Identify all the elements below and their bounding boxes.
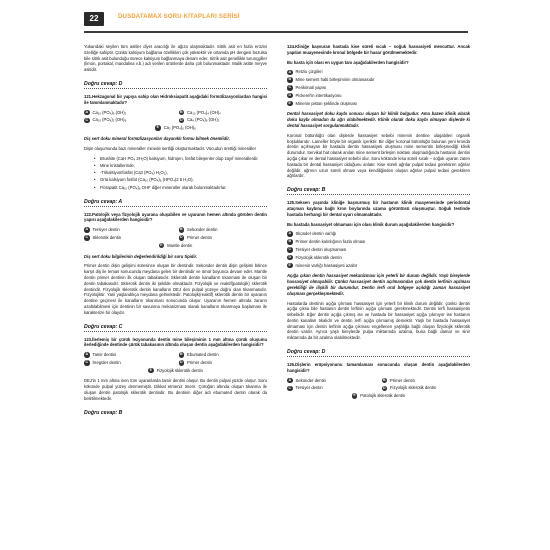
option-text: Tersiyer dentin (295, 385, 323, 391)
option-a[interactable] (84, 110, 173, 116)
option-letter: B (288, 77, 292, 82)
explanation: Hastalarda dentinin açığa çıkması hassasiyet için yeterli bir klinik durum değildir. çünkü dentin açığa çıksa bile hastanın dentin lerfinin açığa çıkması gerekmektedir. Dentin lerfi hassasiyetin sebebidir. Eğer dentin açığa çıkmış ise ve hastada bir hassasiyet açığa çıkmıyor ise hastanın dentin kanalları tıkalıdır ve dentin lerfi açığa çıkmamış demektir. Yaşlı bir hastada hassasiyet olmaması için dentin lerfinin açığa çıkması engellenen yaşlılığa bağlı oluşan fizyolojik sklerotik dentin vardır. Ayrıca yaşlı bireylerde pulpa miktarında azalma, buna bağlı damar ve sinir miktarında da bir azalma olabilmektedir. (287, 300, 470, 341)
option-letter: C (85, 117, 89, 122)
left-column (84, 44, 267, 422)
question-125 (287, 200, 470, 357)
options-list (287, 69, 470, 106)
option-e[interactable] (84, 368, 267, 374)
question-subtitle: Bu hasta için olası en uygun tanı aşağıdakilerden hangisidir? (287, 59, 409, 65)
option-a[interactable] (84, 352, 173, 358)
question-note: Diş sert doku mineral formülizasyonları dayanıklı formu bilmek önemlidir. (84, 135, 230, 141)
right-column (287, 44, 470, 404)
options-grid (287, 378, 470, 399)
option-letter: C (288, 247, 292, 252)
option-letter: A (85, 227, 89, 232)
option-b[interactable] (179, 352, 268, 358)
option-text: Ca₆ (PO₄)₈ (OH)₂ (187, 117, 220, 123)
option-c[interactable] (287, 85, 470, 91)
option-c[interactable] (84, 235, 173, 241)
option-letter: C (85, 360, 89, 365)
option-c[interactable] (287, 385, 376, 391)
option-letter: C (288, 85, 292, 90)
option-text: Primer dentin (187, 234, 212, 240)
option-b[interactable] (179, 110, 268, 116)
option-b[interactable] (179, 227, 268, 233)
answer-line: Doğru cevap: D (84, 77, 267, 89)
option-a[interactable] (84, 227, 173, 233)
option-text: Sklerotik dentin (92, 234, 122, 240)
option-e[interactable] (84, 125, 267, 131)
option-text: Ca₁₀ (PO₄)₆ (OH)₂ (92, 109, 127, 115)
option-text: Ebumated dentin (187, 352, 219, 358)
option-d[interactable] (287, 93, 470, 99)
option-text: Mantle dentin (167, 242, 193, 248)
option-text: Ca₁₀ (PO₄)₄ (OH)₄ (187, 109, 221, 115)
option-letter: D (288, 92, 292, 97)
option-letter: E (149, 367, 153, 372)
option-d[interactable] (382, 385, 471, 391)
option-d[interactable] (179, 235, 268, 241)
mineral-list (94, 156, 267, 191)
question-title: 125.Seksen yaşında kliniğe başvurmuş bir hastanın klinik muayenesinde periodontal ataçman kaybına bağlı kron boylarında uzama görüntüsü oluşmuştur. Soğuk testinde hastada herhangi bir dental uyarı olmamaktadır. (287, 200, 470, 217)
answer-line: Doğru cevap: B (84, 409, 123, 416)
option-text: Sekonder dentin (187, 227, 218, 233)
option-e[interactable] (84, 243, 267, 249)
option-letter: C (85, 235, 89, 240)
option-text: Fizyolojik sklerotik dentin (390, 385, 437, 391)
page-header (0, 9, 550, 29)
option-c[interactable] (287, 247, 470, 253)
option-letter: D (179, 360, 183, 365)
question-title: 124.Kliniğe başvuran hastada kise süreli sıcak – soğuk hassasiyeti mevcuttur. Ancak yapılan muayenesinde kronal bölgede bir hasar görülmemektedir. (287, 44, 470, 55)
list-item: • Brushite (CaH PO₄ 2H₂O) kalsiyum, hidrojen, fosfat bileşenler olup zayıf minerallerdir. (94, 156, 267, 162)
option-text: Retziu çizgileri (295, 69, 323, 75)
list-item: • Florapatit Ca₁₀ (PO₄)₆ OHF diğer mineraller olarak bulunmaktadırlar. (94, 185, 267, 191)
option-c[interactable] (84, 360, 173, 366)
header-divider (84, 31, 468, 33)
option-text: Primer dentin kalınlığının fazla olması (295, 239, 366, 245)
answer-line: Doğru cevap: D (287, 345, 470, 357)
option-a[interactable] (287, 378, 376, 384)
option-b[interactable] (287, 239, 470, 245)
option-letter: A (288, 377, 292, 382)
option-letter: B (179, 109, 183, 114)
option-letter: B (179, 352, 183, 357)
option-a[interactable] (287, 69, 470, 75)
option-text: Tamir dentini (92, 352, 117, 358)
option-letter: B (179, 227, 183, 232)
option-letter: C (288, 385, 292, 390)
option-letter: A (288, 69, 292, 74)
option-text: Patolojik sklerotik dentin (360, 393, 406, 399)
option-c[interactable] (84, 117, 173, 123)
option-letter: E (156, 125, 160, 130)
option-text: Sekonder dentin (295, 377, 326, 383)
option-text: İrregüler dentin (92, 359, 121, 365)
option-letter: D (179, 117, 183, 122)
explanation: DEJ'in 1 mm altına inen tüm uyaranlarda tamir dentini oluşur. Bu dentin pulpal yüzde oluşur. Soru kökünde pulpal yüzey denmemiştir. Dikkat etmeniz önerir. Çürüğün altında oluşan tıkanma ile oluşan dentin patolojik sklerotik dentindir. Bu dentinin diğer adı ebumated dentin olarak da belirtilmektedir. (84, 378, 267, 401)
option-d[interactable] (179, 360, 268, 366)
answer-line: Doğru cevap: A (84, 195, 267, 207)
page-number-badge: 22 (84, 12, 104, 26)
option-text: Primer dentin (187, 359, 212, 365)
explanation: Primer dentin dişin gelişimi süresince oluşan bir dentindir. Sekonder dentin dişin gelişimi bitince karşıt diş ile temas sonucunda meydana gelen bir dentindir ve ömür boyunca devam eder. Mantle dentin primer dentinin ilk oluşan tabakasıdır. Sklerotik dentin kanalların tıkanması ile oluşan bir dentin tabakasıdır. Sklerotik dentin iki şekilde olmaktadır. Fizyolojik ve reaktif(patolojik) sklerotik dentindir. Fizyolojik sklerotik dentin kanalların DEJ den pulpal yüzeye doğru olan tıkanmasıdır. Fizyolojiktir. Yani yaşlandıkça meydana gelmektedir. Patolojik(reaktif) sklerotik dentin bir uyaranın dentine geçmesi ile kanalların tıkanması sonucunda oluşur. Uyaranın hemen altında zararın azaltılabilmesi için dentinin bir savunma mekanizması olarak kanalların tıkanmaya başlaması ile karakterize bir olaydır. (84, 263, 267, 315)
options-grid (84, 352, 267, 373)
option-text: Ca₁₀ (PO₄)₂ (OH)₆ (92, 117, 127, 123)
option-e[interactable] (287, 393, 470, 399)
question-126 (287, 362, 470, 399)
option-text: Perikimati yapısı (295, 84, 327, 90)
option-b[interactable] (382, 378, 471, 384)
list-item: • Orta kalsiyum fosfat (Ca₁₀ (PO₄)₆ (HPO₄)2 5 H₂O), (94, 177, 267, 183)
option-text: Tersiyer dentin (92, 227, 120, 233)
option-letter: E (160, 242, 163, 247)
option-letter: E (353, 393, 356, 398)
option-letter: A (85, 109, 89, 114)
question-note: Dental hassasiyet doku kaybı sonucu oluşan bir klinik bulgudur. Ama bazen klinik olarak doku kaybı olmadan da ağrı olabilmektedir. Klinik olarak doku kaybı olmayan dişlerde ki dental hassasiyet sorgulanmaktadır. (287, 111, 470, 128)
question-121 (84, 94, 267, 207)
option-letter: A (288, 231, 292, 236)
question-122 (84, 212, 267, 332)
option-text: Pickerel'in intertikasyonu (295, 92, 342, 98)
question-title: 123.İlerlemiş bir çürük lezyonunda dentin mine bileşiminin 1 mm altına çürük oluşumu ilerlediğinde dentinde çürük tabakasının altında oluşan dentin aşağıdakilerden hangisidir? (84, 336, 267, 348)
option-text: Primer dentin (390, 377, 415, 383)
option-text: Tersiyer dentin oluşmaması (295, 246, 347, 252)
question-124 (287, 44, 470, 195)
question-123 (84, 337, 267, 417)
series-title: DUSDATAMAX SORU KİTAPLARI SERİSİ (118, 14, 240, 20)
option-d[interactable] (179, 117, 268, 123)
question-subtitle: Bu hastada hassasiyet olmaması için olası klinik durum aşağıdakilerden hangisidir? (287, 221, 455, 227)
option-text: Fizyolojik sklerotik dentin (295, 254, 342, 260)
option-e[interactable] (287, 101, 470, 107)
options-grid (84, 110, 267, 131)
option-letter: B (288, 239, 292, 244)
explanation: Dişin oluşumunda bazı mineraller minede sertliği oluşturmaktadır. Vücudun ürettiği mineraller (84, 145, 257, 151)
question-note: Açığa çıkan dentin hassasiyet mekanizması için yeterli bir durum değildir. Yaşlı bireylerde hassasiyet olmayabilir. Çünkü hassasiyet dentin açılmasından çok dentin lerfinin açılması gerekliliği ile ilişkili bir durumdur. Dentin lerfi oral bölgeye açıldığı zaman hassasiyet oluşması gerçekleşmektedir. (287, 273, 470, 296)
option-letter: B (382, 377, 386, 382)
option-text: Skonder dentin varlığı (295, 231, 337, 237)
option-text: Mine sement halti birleşiminin olmamasıdır (295, 77, 375, 83)
option-letter: E (288, 262, 291, 267)
explanation: Koronal bütünlüğü olan dişlerde hassasiyet sebebi minenin dentine ulaşabilen organik boşluklarıdır. Lameller böyle bir organik içeriktir. Bir diğer koronal bütünlüğü bulunan yeni kronda dentin açılmayan bir hastada dentin hassasiyeti oluşması mine sementin birleşmediği klinik durumdur. Servikal hat olarak anılan mine sement birleşim noktası oluşmadığında hastanın dentini açığa çıkar ve dental hassasiyet sebebi olur. Soru kökünde kısa süreli sıcak – soğuk uyaran zaten hastada bir dental hassasiyet olduğunu anlatır. Kise süreli ağrılar pulpal tedavi gerektiren ağrılar değildir. ağrının uzun süreli olması veya kendiliğinden oluşan ağrılar pulpal tedavi gerektiren ağrılardır. (287, 132, 470, 179)
option-text: Minenin piston şeklinde oluşması (295, 100, 357, 106)
question-note: Diş sert doku bilgilerinin değerlendirildiği bir soru tipidir. (84, 253, 198, 259)
option-e[interactable] (287, 263, 470, 269)
list-item: • -Trikalsiyumfosfat (Ca3 (PO₄) H₂O₂), (94, 170, 267, 176)
list-item: • Mine kristallerinde; (94, 163, 267, 169)
option-a[interactable] (287, 231, 470, 237)
question-title: 126.Dişlerin erüpsiyonunu tamamlaması sonucunda oluşan dentin aşağıdakilerden hangisidir? (287, 362, 470, 373)
question-title: 121.Hekzagonal bir yapıya sahip olan Hidroksiapatit aşağıdaki formülizasyonlardan hangisi ile tanımlanmaktadır? (84, 93, 267, 105)
options-list (287, 231, 470, 268)
answer-line: Doğru cevap: B (287, 183, 470, 195)
option-text: Ca₂ (PO₄)₆ (OH)₆ (163, 125, 196, 131)
option-letter: E (288, 100, 291, 105)
option-letter: D (179, 235, 183, 240)
options-grid (84, 227, 267, 248)
option-letter: D (382, 385, 386, 390)
option-text: minenin varlığı hassasiyeti azaltır (295, 262, 358, 268)
answer-line: Doğru cevap: C (84, 320, 267, 332)
intro-paragraph: Yukarıdaki seyilen tüm asitler diyet aracılığı ile ağıza ulaşmaktadır. Sitrik asit en fazla erozivi özelliğe sahiptir. Çünkü kalsiyum bağlama özellikleri çok yüksektir ve ortamda pH dengesi bozulsa bile sitrik asit bulunduğu sürece kalsiyum bağlanmaya devam eder. Sitrik asit genellikle turunçgiller (limon, portakal, mandalina v.b.) adı verilen ürünlerde daha çok bulunmaktadır. Malik asitte meyve asitidir. (84, 44, 267, 73)
option-b[interactable] (287, 77, 470, 83)
option-letter: D (288, 254, 292, 259)
question-title: 122.Patolojik veya fizyolojik uyarana oluşabilen ve uyaranın hemen altında görülen dentin yapısı aşağıdakilerden hangisidir? (84, 211, 267, 223)
option-text: Fizyolojik sklerotik dentin (156, 367, 203, 373)
option-letter: A (85, 352, 89, 357)
option-d[interactable] (287, 255, 470, 261)
